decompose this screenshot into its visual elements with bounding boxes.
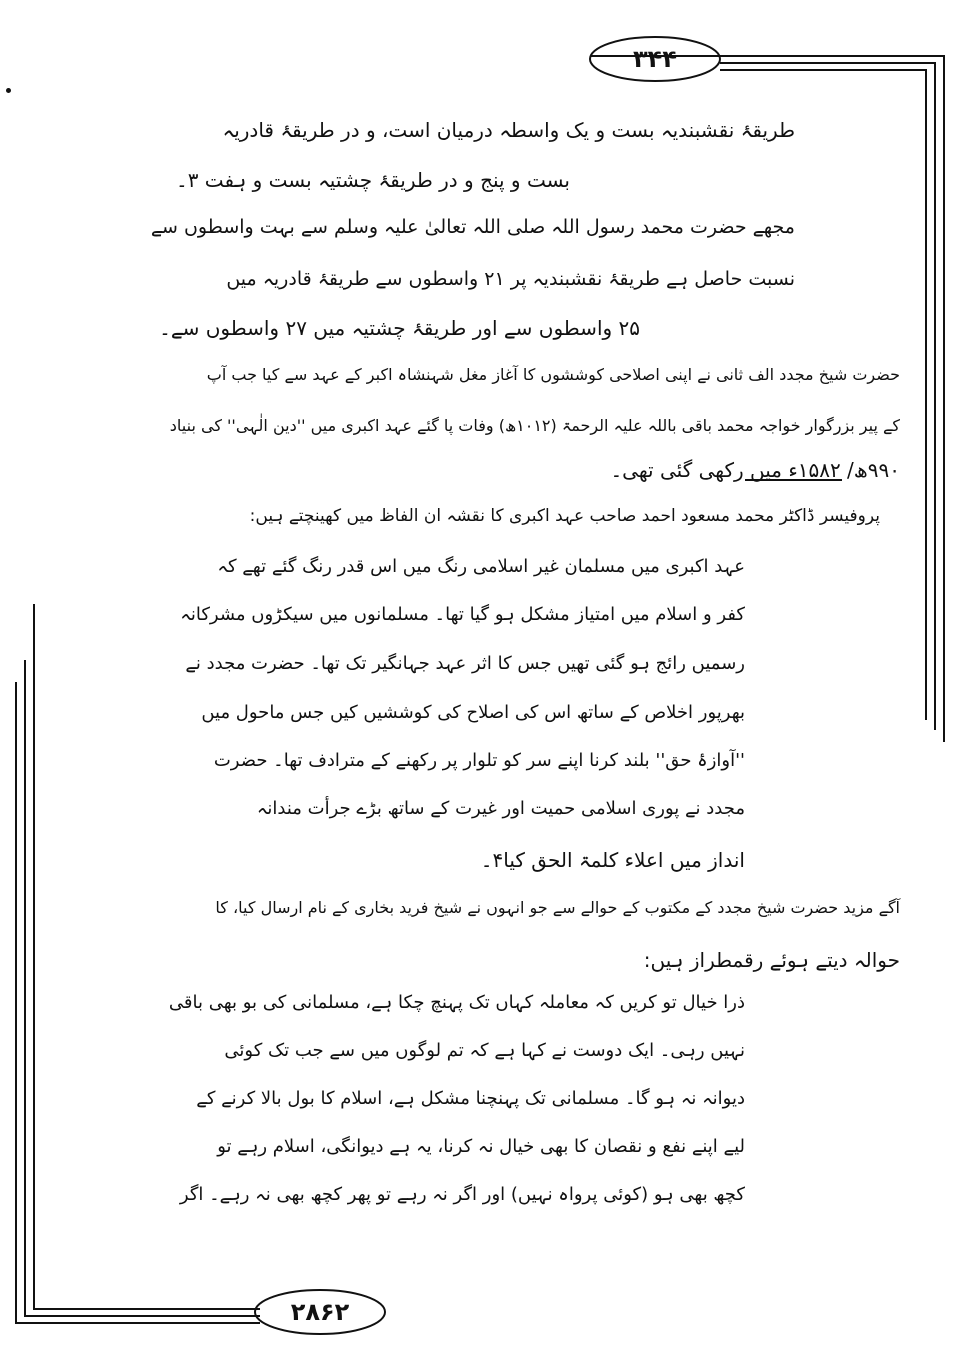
text-line: بھرپور اخلاص کے ساتھ اس کی اصلاح کی کوششیں کیں جس ماحول میں — [201, 702, 745, 723]
text-line: نہیں رہی۔ ایک دوست نے کہا ہے کہ تم لوگوں میں سے جب تک کوئی — [224, 1040, 745, 1061]
text-line: پروفیسر ڈاکٹر محمد مسعود احمد صاحب عہد اکبری کا نقشہ ان الفاظ میں کھینچتے ہیں: — [249, 506, 880, 526]
text-line: لیے اپنے نفع و نقصان کا بھی خیال نہ کرنا، یہ ہے دیوانگی، اسلام رہے تو — [217, 1136, 745, 1157]
text-line: مجھے حضرت محمد رسول اللہ صلی اللہ تعالیٰ علیہ وسلم سے بہت واسطوں سے — [150, 216, 795, 238]
text-line: ''آوازۂ حق'' بلند کرنا اپنے سر کو تلوار پر رکھنے کے مترادف تھا۔ حضرت — [213, 750, 745, 771]
text-line: نسبت حاصل ہے طریقۂ نقشبندیہ پر ۲۱ واسطوں سے طریقۂ قادریہ میں — [226, 268, 795, 290]
text-line: عہد اکبری میں مسلمان غیر اسلامی رنگ میں اس قدر رنگ گئے تھے کہ — [217, 556, 745, 577]
frame-line-top-1 — [590, 56, 944, 742]
text-line: کے پیر بزرگوار خواجہ محمد باقی باللہ علیہ الرحمۃ (۱۰۱۲ھ) وفات پا گئے عہد اکبری میں ''دین الٰہی'' کی بنیاد — [169, 416, 900, 435]
top-page-number: ۳۴۴ — [633, 45, 677, 73]
text-line: رسمیں رائج ہو گئی تھیں جس کا اثر عہد جہانگیر تک تھا۔ حضرت مجدد نے — [185, 653, 745, 674]
bottom-page-number: ۲۸۶۲ — [290, 1298, 350, 1326]
text-line: دیوانہ نہ ہو گا۔ مسلمانی تک پہنچنا مشکل ہے، اسلام کا بول بالا کرنے کے — [196, 1088, 745, 1109]
frame-line-top-2 — [720, 63, 935, 730]
text-line: ذرا خیال تو کریں کہ معاملہ کہاں تک پہنچ چکا ہے، مسلمانی کی بو بھی باقی — [168, 992, 745, 1013]
text-line: ۹۹۰ھ/ ۱۵۸۲ء میں رکھی گئی تھی۔ — [610, 458, 900, 482]
text-line: حضرت شیخ مجدد الف ثانی نے اپنی اصلاحی کوششوں کا آغاز مغل شہنشاہ اکبر کے عہد سے کیا جب آپ — [206, 365, 900, 384]
stray-mark — [6, 88, 11, 93]
text-line: کچھ بھی ہو (کوئی پرواہ نہیں) اور اگر نہ رہے تو پھر کچھ بھی نہ رہے۔ اگر — [179, 1184, 745, 1205]
text-line: طریقۂ نقشبندیہ بست و یک واسطہ درمیان است، و در طریقۂ قادریہ — [222, 118, 795, 142]
frame-line-top-3 — [720, 70, 926, 720]
text-line: بست و پنج و در طریقۂ چشتیہ بست و ہفت ۳۔ — [175, 168, 570, 192]
text-line: حوالہ دیتے ہوئے رقمطراز ہیں: — [643, 948, 900, 972]
text-line: مجدد نے پوری اسلامی حمیت اور غیرت کے ساتھ بڑے جرأت مندانہ — [256, 798, 745, 819]
text-line: آگے مزید حضرت شیخ مجدد کے مکتوب کے حوالے سے جو انہوں نے شیخ فرید بخاری کے نام ارسال کیا، کا — [215, 898, 900, 917]
text-line: ۲۵ واسطوں سے اور طریقۂ چشتیہ میں ۲۷ واسطوں سے۔ — [159, 316, 640, 340]
text-line: انداز میں اعلاء کلمۃ الحق کیا۴۔ — [480, 848, 745, 872]
text-line: کفر و اسلام میں امتیاز مشکل ہو گیا تھا۔ مسلمانوں میں سیکڑوں مشرکانہ — [180, 604, 745, 625]
